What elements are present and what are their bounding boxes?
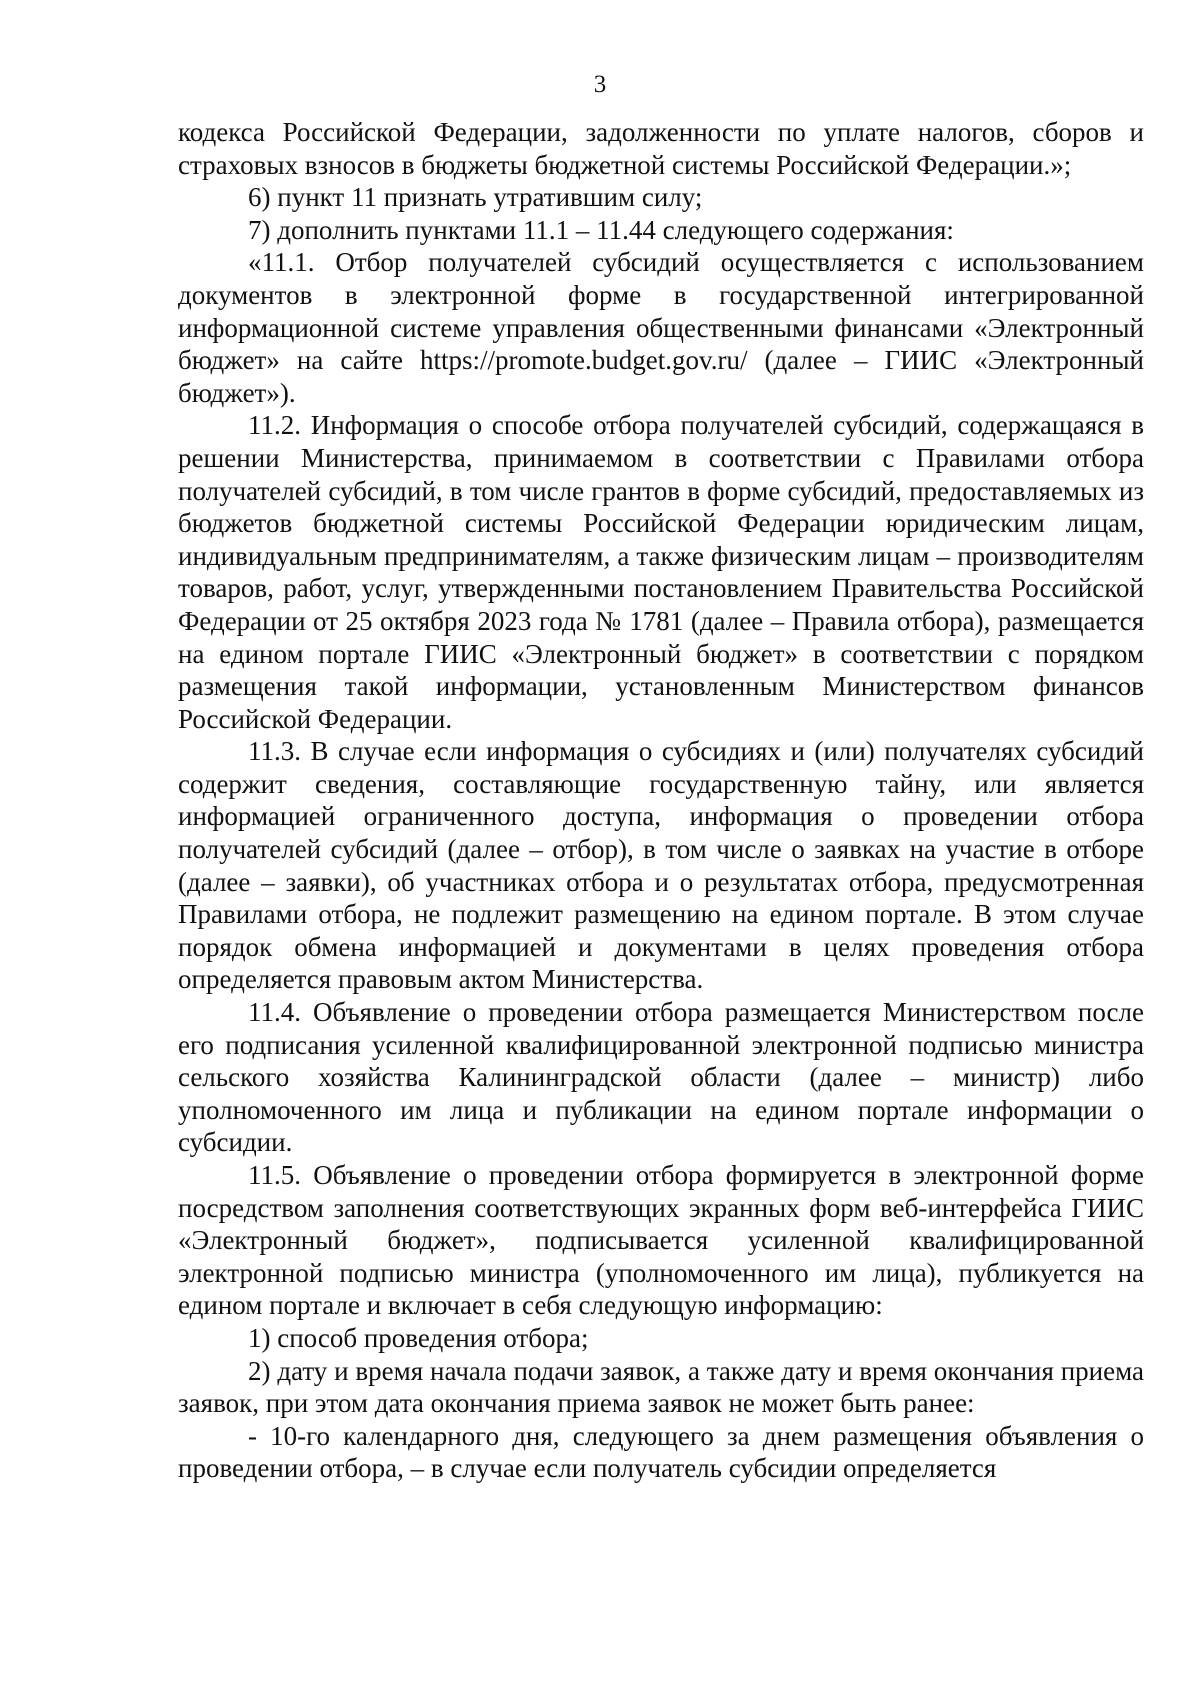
paragraph: кодекса Российской Федерации, задолженности по уплате налогов, сборов и страховых взносов в бюджеты бюджетной системы Российской Федерации.»; — [178, 117, 1144, 180]
paragraph: 11.4. Объявление о проведении отбора размещается Министерством после его подписания усиленной квалифицированной электронной подписью министра сельского хозяйства Калининградской области (далее – министр) либо уполномоченного им лица и публикации на едином портале информации о субсидии. — [178, 997, 1144, 1158]
paragraph: 11.5. Объявление о проведении отбора формируется в электронной форме посредством заполнения соответствующих экранных форм веб-интерфейса ГИИС «Электронный бюджет», подписывается усиленной квалифицированной электронной подписью министра (уполномоченного им лица), публикуется на едином портале и включает в себя следующую информацию: — [178, 1160, 1144, 1321]
paragraph: 2) дату и время начала подачи заявок, а также дату и время окончания приема заявок, при этом дата окончания приема заявок не может быть ранее: — [178, 1355, 1144, 1419]
paragraph: - 10-го календарного дня, следующего за днем размещения объявления о проведении отбора, – в случае если получатель субсидии определяется — [178, 1420, 1144, 1484]
paragraph: 11.2. Информация о способе отбора получателей субсидий, содержащаяся в решении Министерства, принимаемом в соответствии с Правилами отбора получателей субсидий, в том числе грантов в форме субсидий, предоставляемых из бюджетов бюджетной системы Российской Федерации юридическим лицам, индивидуальным предпринимателям, а также физическим лицам – производителям товаров, работ, услуг, утвержденными постановлением Правительства Российской Федерации от 25 октября 2023 года № 1781 (далее – Правила отбора), размещается на едином портале ГИИС «Электронный бюджет» в соответствии с порядком размещения такой информации, установленным Министерством финансов Российской Федерации. — [178, 410, 1144, 734]
paragraph: «11.1. Отбор получателей субсидий осуществляется с использованием документов в электронной форме в государственной интегрированной информационной системе управления общественными финансами «Электронный бюджет» на сайте https://promote.budget.gov.ru/ (далее – ГИИС «Электронный бюджет»). — [178, 247, 1144, 408]
paragraph: 11.3. В случае если информация о субсидиях и (или) получателях субсидий содержит сведения, составляющие государственную тайну, или является информацией ограниченного доступа, информация о проведении отбора получателей субсидий (далее – отбор), в том числе о заявках на участие в отборе (далее – заявки), об участниках отбора и о результатах отбора, предусмотренная Правилами отбора, не подлежит размещению на едином портале. В этом случае порядок обмена информацией и документами в целях проведения отбора определяется правовым актом Министерства. — [178, 736, 1144, 995]
paragraph: 7) дополнить пунктами 11.1 – 11.44 следующего содержания: — [248, 214, 954, 245]
page-number: 3 — [593, 71, 607, 98]
paragraph: 6) пункт 11 признать утратившим силу; — [248, 182, 703, 213]
paragraph: 1) способ проведения отбора; — [248, 1322, 589, 1353]
document-body — [178, 116, 1144, 1485]
